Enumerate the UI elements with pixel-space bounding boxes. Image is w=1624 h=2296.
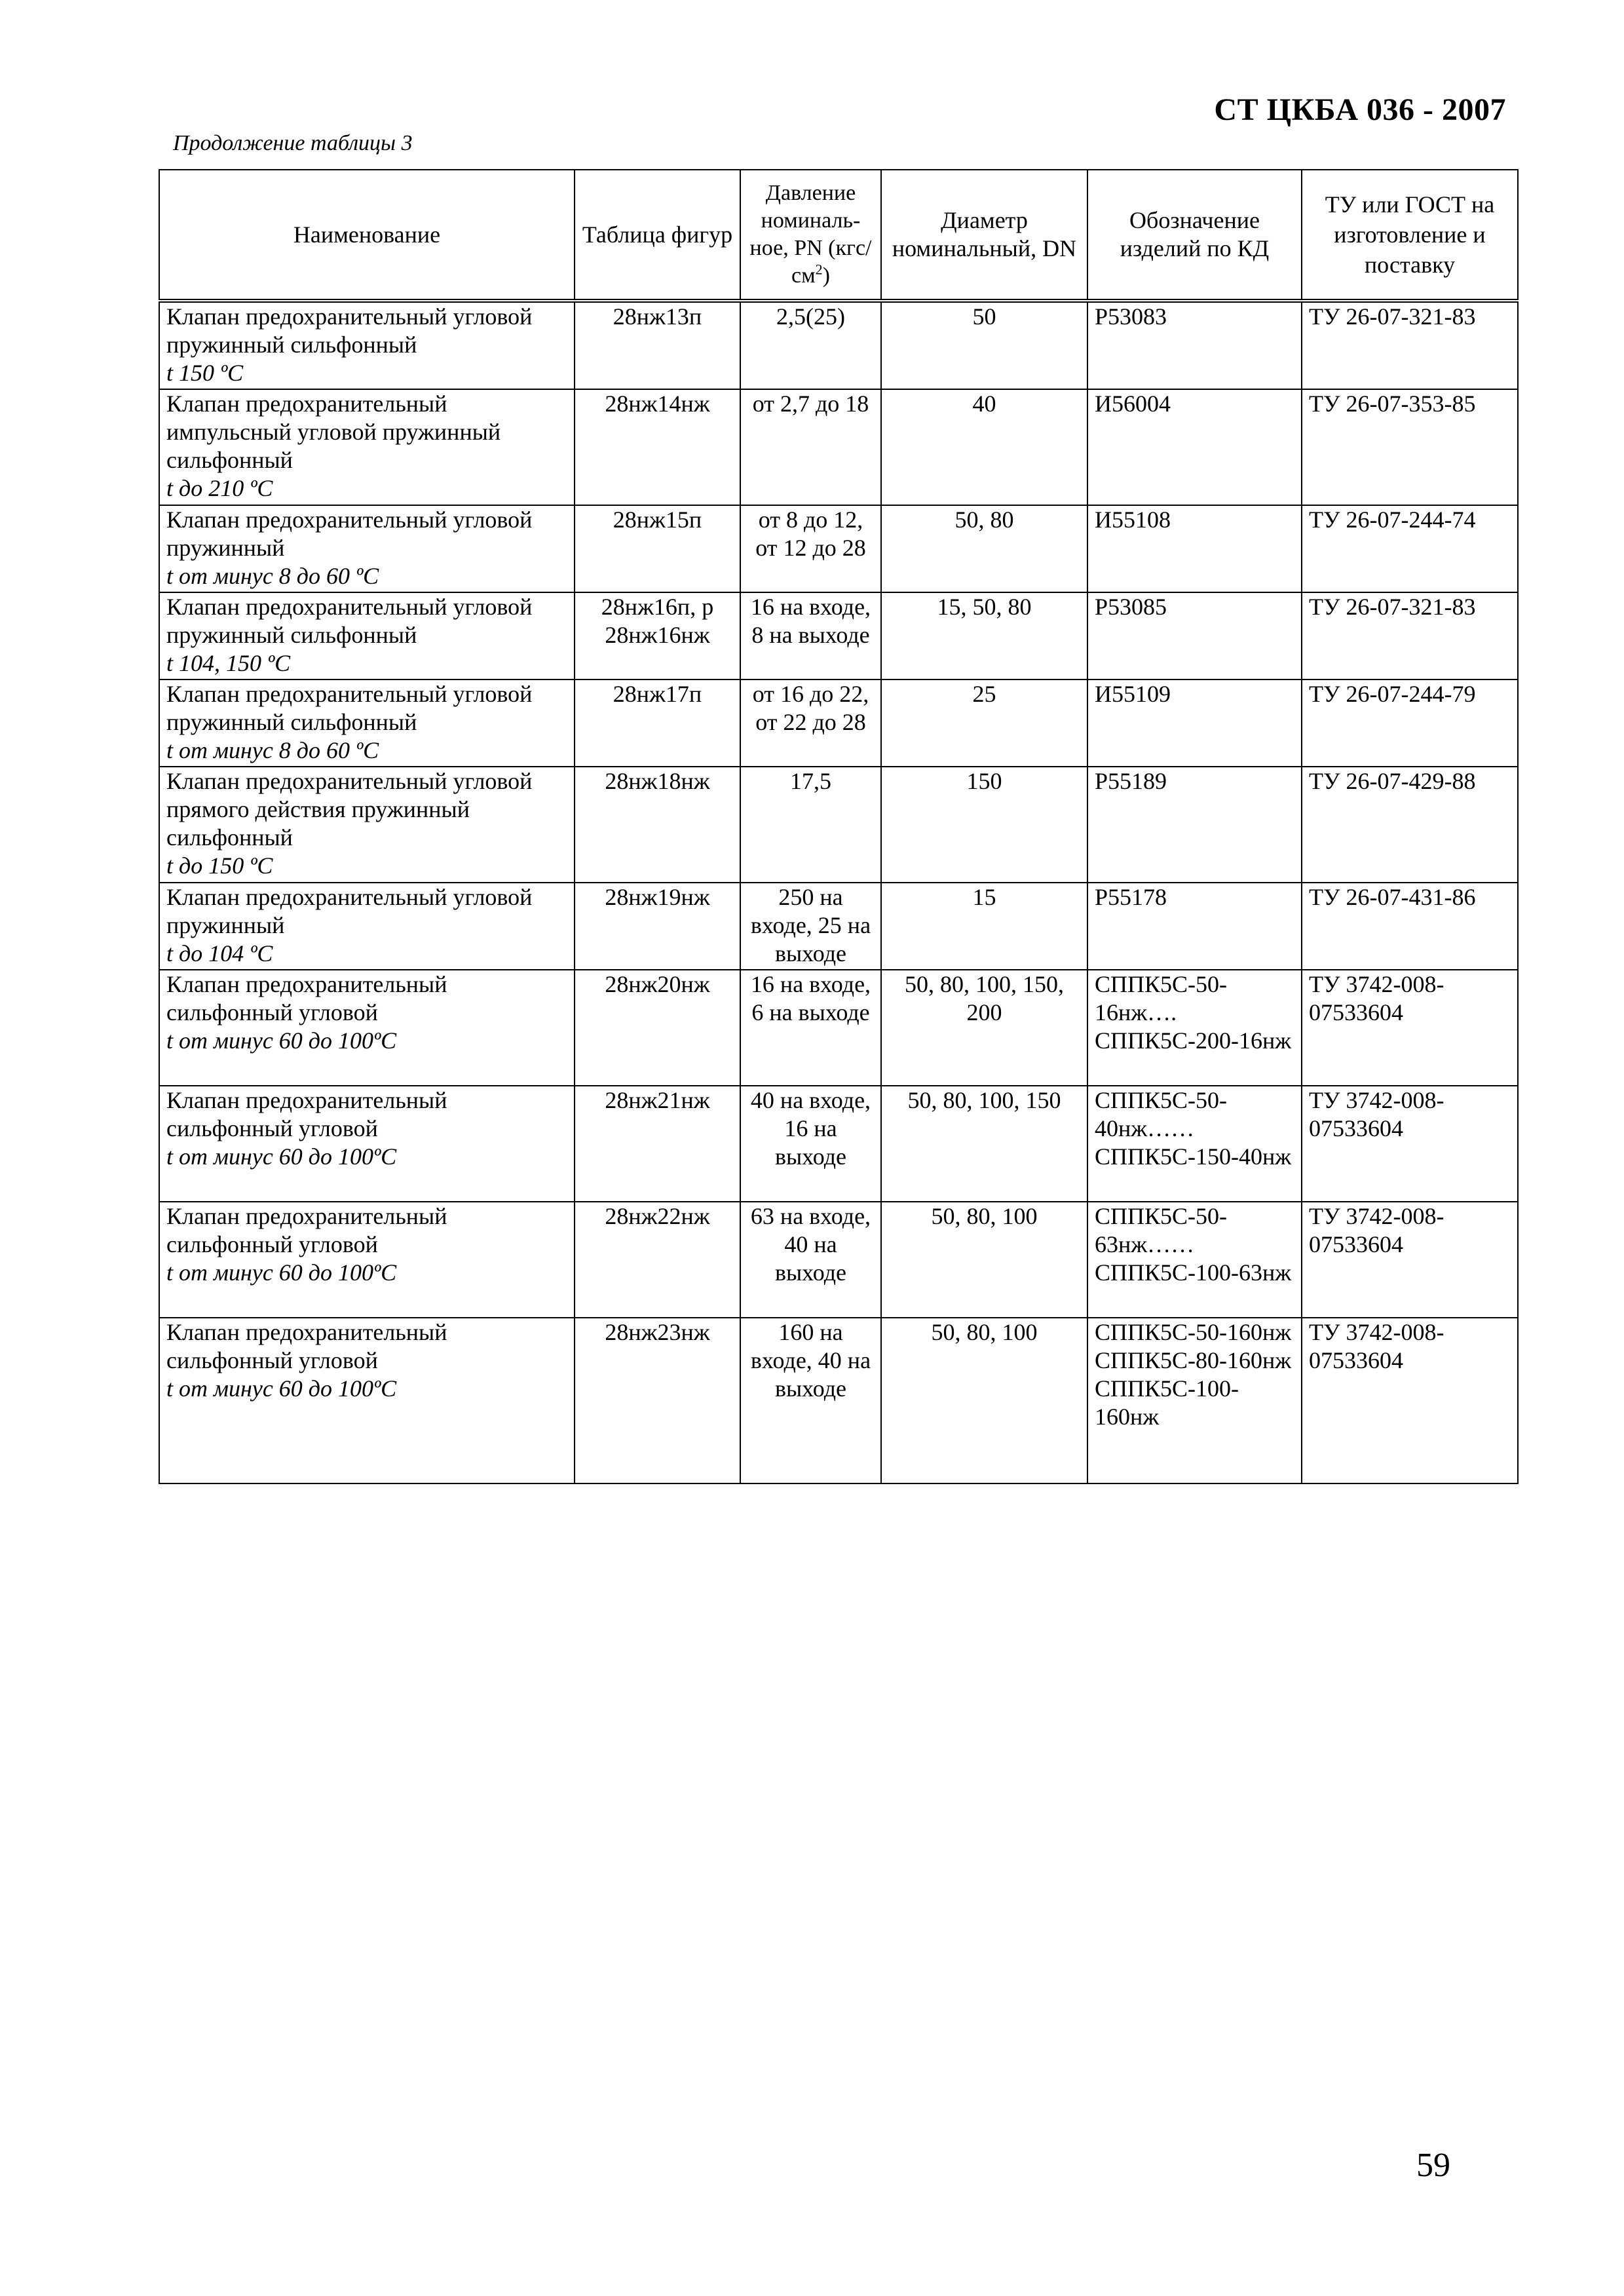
cell-figure: 28нж15п — [575, 505, 740, 592]
table-row — [159, 679, 1518, 767]
cell-designation: И55109 — [1087, 679, 1302, 767]
header-pressure-text: Давление номиналь-ное, PN (кгс/см — [749, 181, 872, 288]
cell-figure: 28нж16п, р 28нж16нж — [575, 592, 740, 679]
cell-name — [159, 592, 575, 679]
valve-temperature: t от минус 60 до 100ºС — [166, 1027, 397, 1054]
cell-gost: ТУ 3742-008-07533604 — [1302, 970, 1518, 1086]
cell-figure: 28нж19нж — [575, 883, 740, 970]
cell-name — [159, 1318, 575, 1483]
cell-figure: 28нж14нж — [575, 389, 740, 505]
cell-gost: ТУ 3742-008-07533604 — [1302, 1318, 1518, 1483]
table-header-row — [159, 170, 1518, 301]
cell-pressure: 160 на входе, 40 на выходе — [740, 1318, 881, 1483]
cell-diameter: 40 — [881, 389, 1087, 505]
valve-name: Клапан предохранительный сильфонный угловой — [166, 971, 447, 1025]
cell-name — [159, 679, 575, 767]
page-number: 59 — [1416, 2147, 1450, 2184]
cell-gost: ТУ 26-07-431-86 — [1302, 883, 1518, 970]
cell-designation: СППК5С-50-160нж СППК5С-80-160нж СППК5С-100-160нж — [1087, 1318, 1302, 1483]
table-body — [159, 301, 1518, 1483]
cell-figure: 28нж20нж — [575, 970, 740, 1086]
cell-designation: Р53083 — [1087, 301, 1302, 389]
valve-temperature: t от минус 60 до 100ºС — [166, 1143, 397, 1170]
table-row — [159, 505, 1518, 592]
cell-designation: СППК5С-50-40нж…… СППК5С-150-40нж — [1087, 1086, 1302, 1202]
valve-name: Клапан предохранительный сильфонный угловой — [166, 1319, 447, 1373]
header-name: Наименование — [159, 170, 575, 301]
cell-name — [159, 505, 575, 592]
cell-diameter: 150 — [881, 767, 1087, 883]
cell-name — [159, 883, 575, 970]
cell-name — [159, 1202, 575, 1318]
valve-temperature: t до 104 ºС — [166, 940, 273, 966]
valve-name: Клапан предохранительный угловой пружинный — [166, 507, 533, 561]
valve-temperature: t от минус 60 до 100ºС — [166, 1375, 397, 1402]
valve-name: Клапан предохранительный сильфонный угловой — [166, 1087, 447, 1141]
table-row — [159, 767, 1518, 883]
cell-figure: 28нж17п — [575, 679, 740, 767]
valve-name: Клапан предохранительный сильфонный угловой — [166, 1203, 447, 1257]
table-row — [159, 389, 1518, 505]
table-row — [159, 883, 1518, 970]
table-row — [159, 1318, 1518, 1483]
cell-name — [159, 301, 575, 389]
cell-gost: ТУ 26-07-429-88 — [1302, 767, 1518, 883]
table-continuation-caption: Продолжение таблицы 3 — [173, 131, 413, 155]
valve-name: Клапан предохранительный угловой прямого действия пружинный сильфонный — [166, 768, 533, 851]
table-row — [159, 970, 1518, 1086]
cell-diameter: 25 — [881, 679, 1087, 767]
cell-pressure: 63 на входе, 40 на выходе — [740, 1202, 881, 1318]
cell-name — [159, 767, 575, 883]
cell-gost: ТУ 26-07-244-74 — [1302, 505, 1518, 592]
cell-pressure: от 8 до 12, от 12 до 28 — [740, 505, 881, 592]
cell-pressure: 17,5 — [740, 767, 881, 883]
valve-name: Клапан предохранительный угловой пружинный сильфонный — [166, 681, 533, 735]
cell-gost: ТУ 3742-008-07533604 — [1302, 1202, 1518, 1318]
cell-pressure: 250 на входе, 25 на выходе — [740, 883, 881, 970]
cell-designation: СППК5С-50-16нж…. СППК5С-200-16нж — [1087, 970, 1302, 1086]
valve-temperature: t 104, 150 ºС — [166, 650, 291, 676]
valves-table — [159, 169, 1519, 1484]
cell-figure: 28нж21нж — [575, 1086, 740, 1202]
cell-diameter: 50, 80 — [881, 505, 1087, 592]
cell-diameter: 15 — [881, 883, 1087, 970]
header-diameter: Диаметр номинальный, DN — [881, 170, 1087, 301]
cell-designation: И55108 — [1087, 505, 1302, 592]
valve-temperature: t от минус 8 до 60 ºС — [166, 737, 379, 763]
valve-temperature: t 150 ºС — [166, 360, 244, 386]
valve-name: Клапан предохранительный угловой пружинный — [166, 884, 533, 938]
valve-name: Клапан предохранительный импульсный угловой пружинный сильфонный — [166, 391, 501, 473]
cell-figure: 28нж13п — [575, 301, 740, 389]
cell-diameter: 50, 80, 100 — [881, 1202, 1087, 1318]
cell-pressure: 40 на входе, 16 на выходе — [740, 1086, 881, 1202]
header-pressure-tail: ) — [822, 263, 830, 288]
cell-designation: СППК5С-50-63нж…… СППК5С-100-63нж — [1087, 1202, 1302, 1318]
cell-pressure: от 2,7 до 18 — [740, 389, 881, 505]
cell-diameter: 15, 50, 80 — [881, 592, 1087, 679]
cell-designation: Р55178 — [1087, 883, 1302, 970]
header-pressure — [740, 170, 881, 301]
table-row — [159, 1202, 1518, 1318]
cell-gost: ТУ 26-07-321-83 — [1302, 301, 1518, 389]
cell-gost: ТУ 26-07-353-85 — [1302, 389, 1518, 505]
valve-temperature: t от минус 8 до 60 ºС — [166, 563, 379, 589]
cell-pressure: от 16 до 22, от 22 до 28 — [740, 679, 881, 767]
header-gost: ТУ или ГОСТ на изготовление и поставку — [1302, 170, 1518, 301]
cell-diameter: 50, 80, 100 — [881, 1318, 1087, 1483]
header-pressure-sup: 2 — [815, 261, 823, 278]
cell-figure: 28нж18нж — [575, 767, 740, 883]
valve-temperature: t от минус 60 до 100ºС — [166, 1259, 397, 1286]
cell-gost: ТУ 3742-008-07533604 — [1302, 1086, 1518, 1202]
document-code: СТ ЦКБА 036 - 2007 — [1214, 92, 1506, 127]
cell-name — [159, 389, 575, 505]
valve-name: Клапан предохранительный угловой пружинный сильфонный — [166, 594, 533, 648]
table-row — [159, 1086, 1518, 1202]
table-row — [159, 301, 1518, 389]
cell-gost: ТУ 26-07-321-83 — [1302, 592, 1518, 679]
cell-pressure: 16 на входе, 6 на выходе — [740, 970, 881, 1086]
cell-gost: ТУ 26-07-244-79 — [1302, 679, 1518, 767]
cell-diameter: 50, 80, 100, 150 — [881, 1086, 1087, 1202]
valve-temperature: t до 210 ºС — [166, 475, 273, 501]
cell-designation: Р53085 — [1087, 592, 1302, 679]
cell-name — [159, 1086, 575, 1202]
header-designation: Обозначение изделий по КД — [1087, 170, 1302, 301]
valve-name: Клапан предохранительный угловой пружинный сильфонный — [166, 303, 533, 358]
valve-temperature: t до 150 ºС — [166, 852, 273, 879]
cell-designation: И56004 — [1087, 389, 1302, 505]
table-row — [159, 592, 1518, 679]
cell-diameter: 50, 80, 100, 150, 200 — [881, 970, 1087, 1086]
cell-figure: 28нж22нж — [575, 1202, 740, 1318]
header-figure: Таблица фигур — [575, 170, 740, 301]
cell-pressure: 16 на входе, 8 на выходе — [740, 592, 881, 679]
cell-diameter: 50 — [881, 301, 1087, 389]
cell-figure: 28нж23нж — [575, 1318, 740, 1483]
cell-name — [159, 970, 575, 1086]
cell-designation: Р55189 — [1087, 767, 1302, 883]
cell-pressure: 2,5(25) — [740, 301, 881, 389]
